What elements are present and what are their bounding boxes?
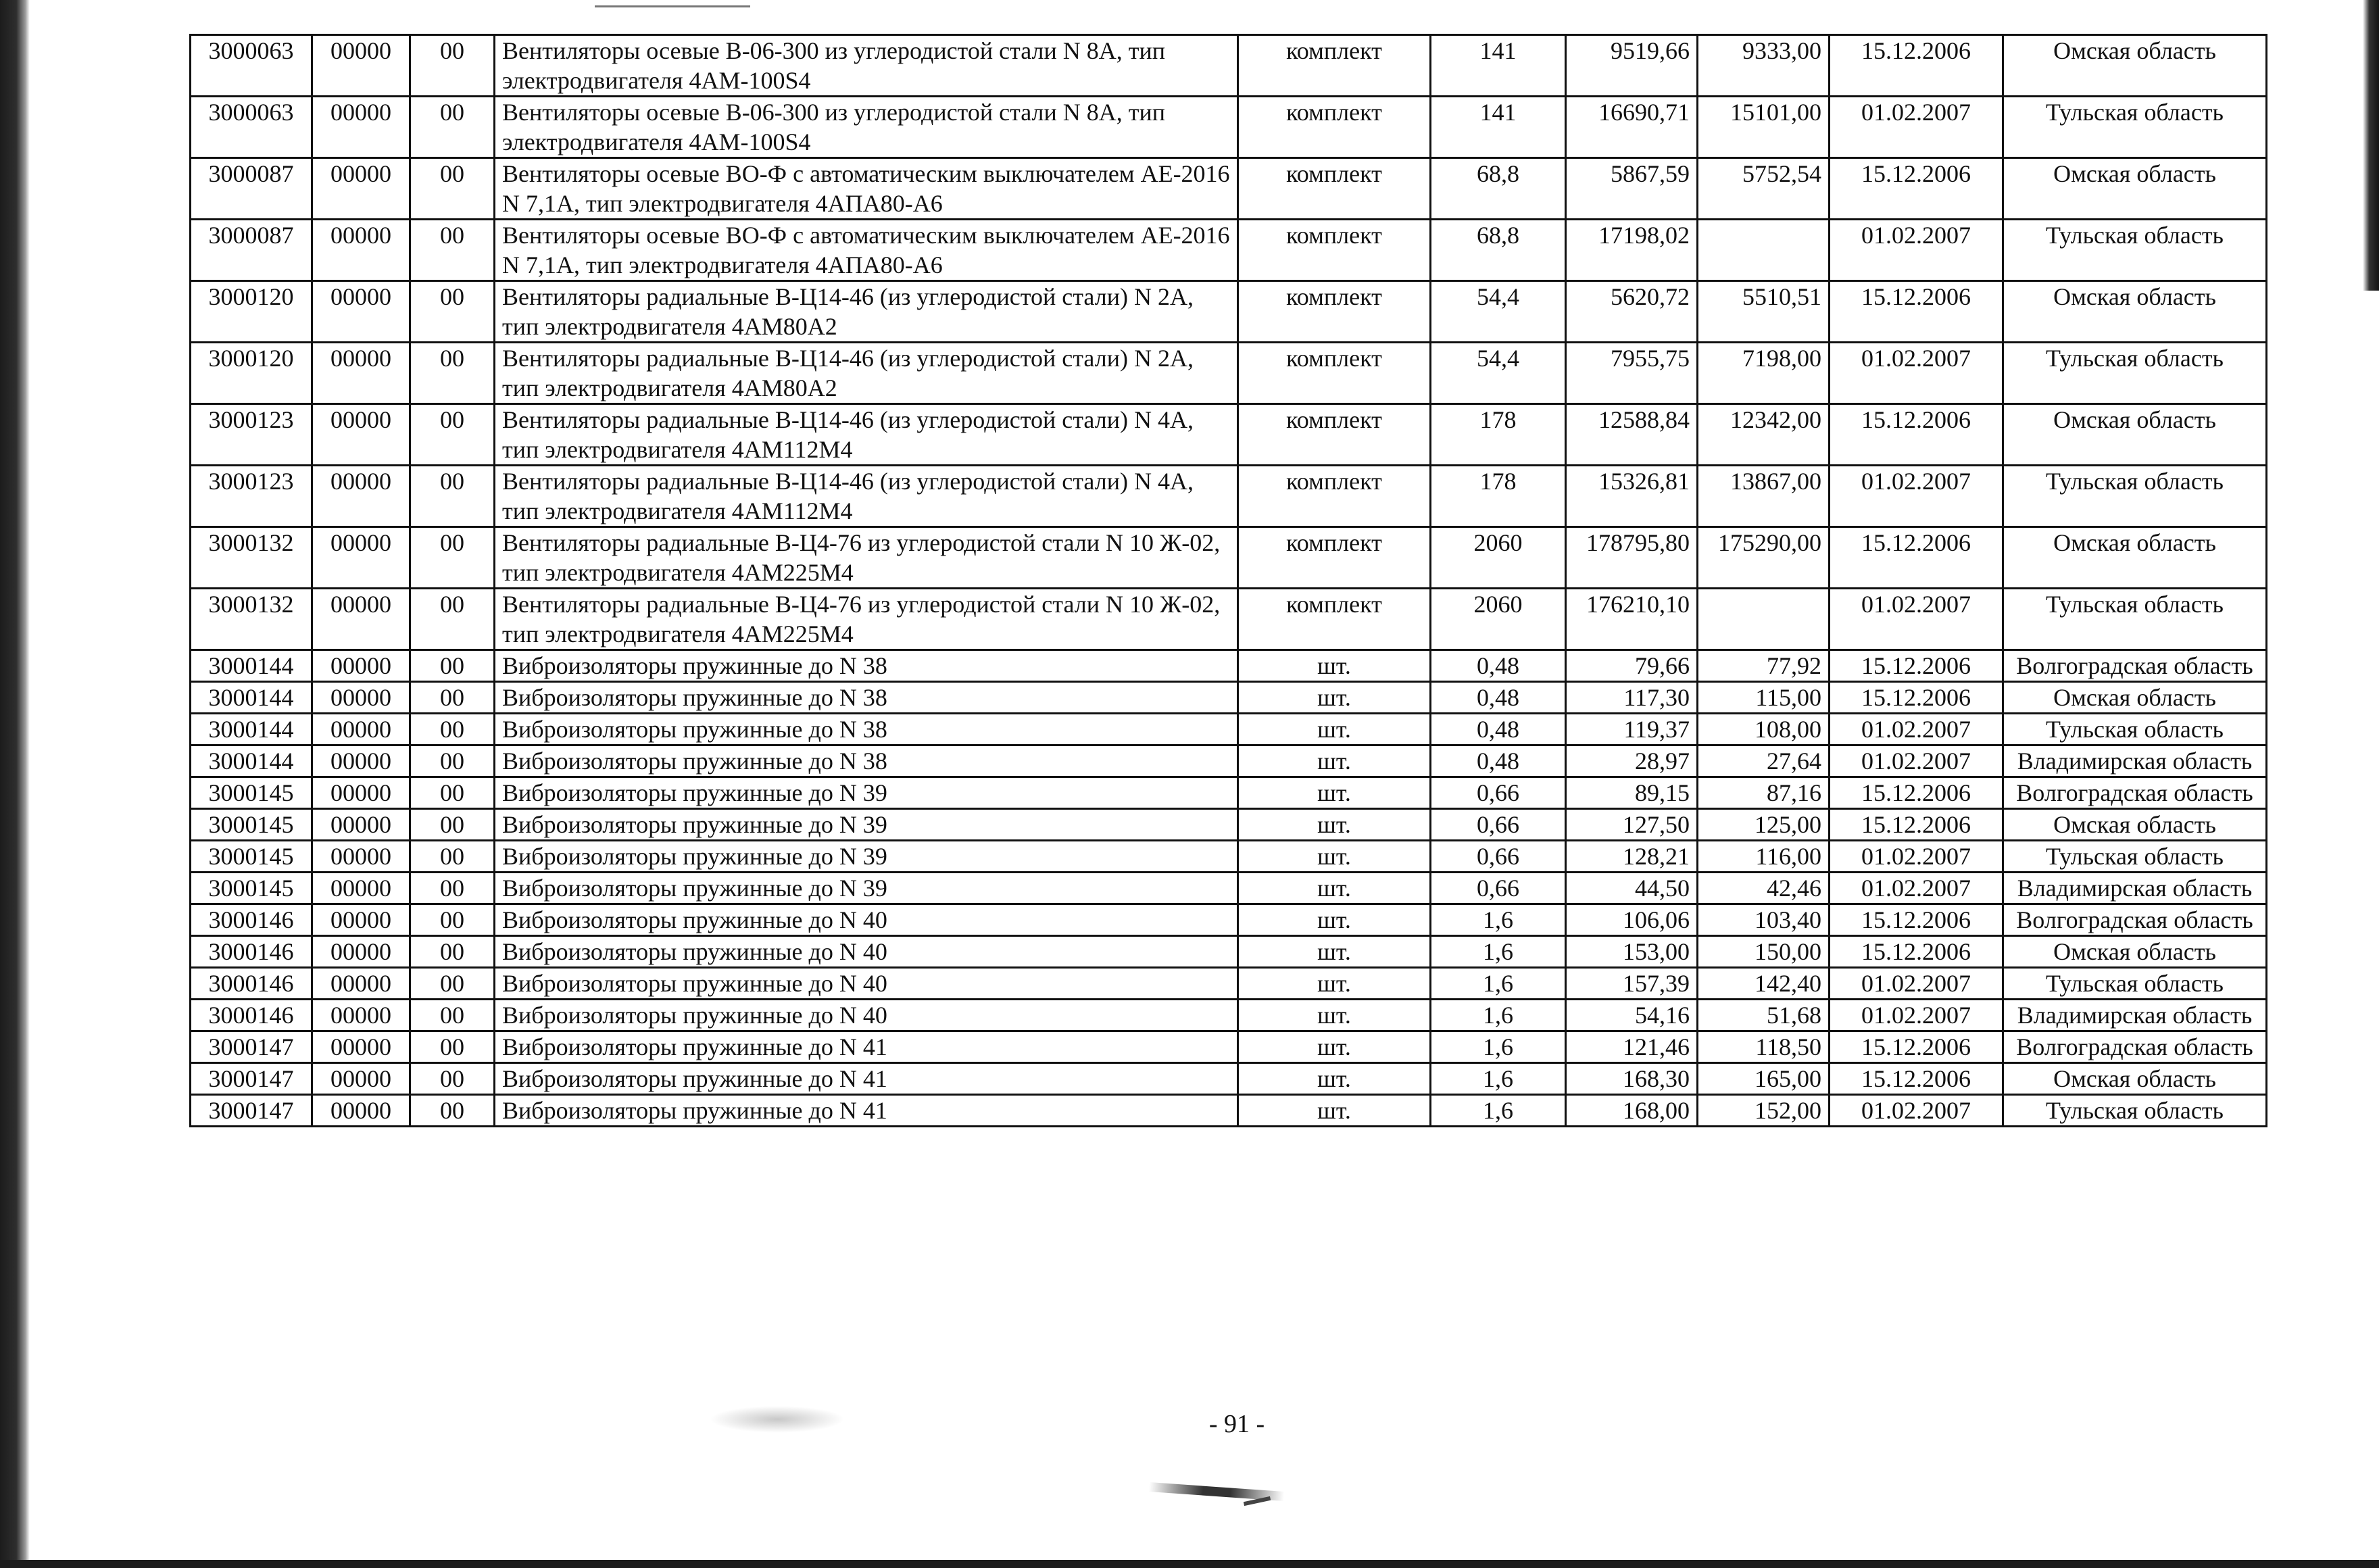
- cell-code: 3000087: [191, 220, 312, 281]
- cell-unit: шт.: [1238, 682, 1431, 714]
- cell-price-base: 152,00: [1698, 1095, 1830, 1127]
- cell-subcode: 00000: [312, 1031, 410, 1063]
- cell-region: Омская область: [2003, 527, 2267, 589]
- cell-unit: комплект: [1238, 158, 1431, 220]
- cell-price: 16690,71: [1566, 97, 1698, 158]
- cell-code: 3000063: [191, 97, 312, 158]
- cell-date: 01.02.2007: [1830, 714, 2003, 745]
- cell-description: Вентиляторы радиальные В-Ц4-76 из углеродистой стали N 10 Ж-02, тип электродвигателя 4АМ225М4: [495, 589, 1238, 650]
- cell-unit: комплект: [1238, 527, 1431, 589]
- cell-region: Тульская область: [2003, 841, 2267, 873]
- cell-suffix: 00: [410, 527, 495, 589]
- cell-region: Омская область: [2003, 1063, 2267, 1095]
- table-row: [191, 1031, 2267, 1063]
- cell-weight: 68,8: [1431, 158, 1566, 220]
- cell-weight: 0,48: [1431, 682, 1566, 714]
- cell-unit: комплект: [1238, 220, 1431, 281]
- table-row: [191, 904, 2267, 936]
- table-row: [191, 97, 2267, 158]
- cell-unit: комплект: [1238, 97, 1431, 158]
- cell-price-base: 77,92: [1698, 650, 1830, 682]
- cell-price-base: 118,50: [1698, 1031, 1830, 1063]
- table-row: [191, 281, 2267, 343]
- cell-subcode: 00000: [312, 35, 410, 97]
- cell-weight: 1,6: [1431, 1095, 1566, 1127]
- cell-description: Виброизоляторы пружинные до N 41: [495, 1095, 1238, 1127]
- cell-price-base: 165,00: [1698, 1063, 1830, 1095]
- cell-suffix: 00: [410, 936, 495, 968]
- cell-subcode: 00000: [312, 936, 410, 968]
- cell-description: Виброизоляторы пружинные до N 40: [495, 968, 1238, 1000]
- scan-top-mark: [595, 5, 750, 7]
- cell-subcode: 00000: [312, 809, 410, 841]
- cell-weight: 0,66: [1431, 777, 1566, 809]
- cell-unit: шт.: [1238, 745, 1431, 777]
- table-row: [191, 714, 2267, 745]
- cell-price-base: 13867,00: [1698, 466, 1830, 527]
- cell-unit: комплект: [1238, 466, 1431, 527]
- cell-weight: 0,48: [1431, 745, 1566, 777]
- cell-suffix: 00: [410, 589, 495, 650]
- cell-price-base: 27,64: [1698, 745, 1830, 777]
- cell-subcode: 00000: [312, 466, 410, 527]
- cell-price: 44,50: [1566, 873, 1698, 904]
- cell-suffix: 00: [410, 466, 495, 527]
- cell-region: Тульская область: [2003, 1095, 2267, 1127]
- cell-code: 3000144: [191, 714, 312, 745]
- cell-price-base: 142,40: [1698, 968, 1830, 1000]
- cell-price: 7955,75: [1566, 343, 1698, 404]
- cell-subcode: 00000: [312, 1095, 410, 1127]
- table-row: [191, 968, 2267, 1000]
- cell-subcode: 00000: [312, 1063, 410, 1095]
- cell-price-base: 175290,00: [1698, 527, 1830, 589]
- table-row: [191, 466, 2267, 527]
- cell-subcode: 00000: [312, 1000, 410, 1031]
- cell-code: 3000144: [191, 745, 312, 777]
- cell-unit: шт.: [1238, 1095, 1431, 1127]
- cell-price: 117,30: [1566, 682, 1698, 714]
- cell-suffix: 00: [410, 873, 495, 904]
- cell-date: 15.12.2006: [1830, 809, 2003, 841]
- cell-unit: комплект: [1238, 589, 1431, 650]
- cell-weight: 1,6: [1431, 1000, 1566, 1031]
- scan-border-bottom: [0, 1560, 2379, 1568]
- cell-unit: шт.: [1238, 650, 1431, 682]
- cell-weight: 2060: [1431, 589, 1566, 650]
- cell-date: 15.12.2006: [1830, 777, 2003, 809]
- cell-price: 168,00: [1566, 1095, 1698, 1127]
- cell-description: Вентиляторы радиальные В-Ц14-46 (из углеродистой стали) N 2А, тип электродвигателя 4АМ80А2: [495, 281, 1238, 343]
- cell-code: 3000132: [191, 527, 312, 589]
- cell-weight: 2060: [1431, 527, 1566, 589]
- cell-price-base: [1698, 220, 1830, 281]
- cell-suffix: 00: [410, 682, 495, 714]
- cell-description: Вентиляторы осевые ВО-Ф с автоматическим выключателем АЕ-2016 N 7,1А, тип электродвигателя 4АПА80-А6: [495, 220, 1238, 281]
- cell-region: Владимирская область: [2003, 1000, 2267, 1031]
- cell-date: 15.12.2006: [1830, 1031, 2003, 1063]
- cell-description: Вентиляторы осевые В-06-300 из углеродистой стали N 8А, тип электродвигателя 4АМ-100S4: [495, 35, 1238, 97]
- cell-date: 01.02.2007: [1830, 97, 2003, 158]
- cell-unit: шт.: [1238, 904, 1431, 936]
- cell-date: 01.02.2007: [1830, 589, 2003, 650]
- cell-region: Тульская область: [2003, 714, 2267, 745]
- cell-weight: 1,6: [1431, 936, 1566, 968]
- cell-code: 3000145: [191, 873, 312, 904]
- cell-code: 3000120: [191, 343, 312, 404]
- cell-code: 3000063: [191, 35, 312, 97]
- cell-subcode: 00000: [312, 904, 410, 936]
- cell-price: 17198,02: [1566, 220, 1698, 281]
- cell-description: Виброизоляторы пружинные до N 38: [495, 650, 1238, 682]
- cell-weight: 54,4: [1431, 343, 1566, 404]
- cell-price: 106,06: [1566, 904, 1698, 936]
- cell-description: Вентиляторы осевые В-06-300 из углеродистой стали N 8А, тип электродвигателя 4АМ-100S4: [495, 97, 1238, 158]
- cell-weight: 1,6: [1431, 1063, 1566, 1095]
- cell-date: 15.12.2006: [1830, 682, 2003, 714]
- cell-code: 3000147: [191, 1095, 312, 1127]
- cell-region: Волгоградская область: [2003, 904, 2267, 936]
- cell-subcode: 00000: [312, 158, 410, 220]
- cell-weight: 0,48: [1431, 714, 1566, 745]
- cell-suffix: 00: [410, 343, 495, 404]
- cell-region: Волгоградская область: [2003, 777, 2267, 809]
- cell-suffix: 00: [410, 281, 495, 343]
- cell-unit: комплект: [1238, 281, 1431, 343]
- cell-unit: шт.: [1238, 1063, 1431, 1095]
- cell-price: 168,30: [1566, 1063, 1698, 1095]
- cell-unit: шт.: [1238, 714, 1431, 745]
- cell-price-base: 5752,54: [1698, 158, 1830, 220]
- table-row: [191, 343, 2267, 404]
- cell-weight: 1,6: [1431, 968, 1566, 1000]
- cell-weight: 54,4: [1431, 281, 1566, 343]
- cell-code: 3000144: [191, 682, 312, 714]
- cell-price: 28,97: [1566, 745, 1698, 777]
- cell-code: 3000145: [191, 841, 312, 873]
- cell-price: 153,00: [1566, 936, 1698, 968]
- cell-unit: комплект: [1238, 343, 1431, 404]
- cell-subcode: 00000: [312, 97, 410, 158]
- cell-suffix: 00: [410, 650, 495, 682]
- cell-unit: шт.: [1238, 968, 1431, 1000]
- cell-price-base: 125,00: [1698, 809, 1830, 841]
- cell-price: 89,15: [1566, 777, 1698, 809]
- cell-price: 121,46: [1566, 1031, 1698, 1063]
- cell-price: 5867,59: [1566, 158, 1698, 220]
- cell-suffix: 00: [410, 714, 495, 745]
- cell-price-base: 42,46: [1698, 873, 1830, 904]
- table-row: [191, 158, 2267, 220]
- table-row: [191, 936, 2267, 968]
- cell-price: 12588,84: [1566, 404, 1698, 466]
- cell-unit: комплект: [1238, 35, 1431, 97]
- cell-subcode: 00000: [312, 220, 410, 281]
- table-row: [191, 1095, 2267, 1127]
- table-row: [191, 1000, 2267, 1031]
- cell-price: 79,66: [1566, 650, 1698, 682]
- cell-subcode: 00000: [312, 527, 410, 589]
- cell-region: Тульская область: [2003, 97, 2267, 158]
- cell-suffix: 00: [410, 158, 495, 220]
- cell-unit: шт.: [1238, 841, 1431, 873]
- cell-subcode: 00000: [312, 714, 410, 745]
- cell-description: Виброизоляторы пружинные до N 38: [495, 745, 1238, 777]
- cell-date: 01.02.2007: [1830, 968, 2003, 1000]
- table-row: [191, 745, 2267, 777]
- cell-region: Омская область: [2003, 682, 2267, 714]
- table-row: [191, 873, 2267, 904]
- cell-price-base: 116,00: [1698, 841, 1830, 873]
- price-table: [189, 34, 2267, 1127]
- cell-price: 128,21: [1566, 841, 1698, 873]
- cell-unit: шт.: [1238, 873, 1431, 904]
- cell-weight: 141: [1431, 35, 1566, 97]
- cell-date: 15.12.2006: [1830, 35, 2003, 97]
- cell-date: 15.12.2006: [1830, 904, 2003, 936]
- cell-region: Тульская область: [2003, 589, 2267, 650]
- cell-weight: 68,8: [1431, 220, 1566, 281]
- cell-price-base: 87,16: [1698, 777, 1830, 809]
- cell-description: Виброизоляторы пружинные до N 39: [495, 809, 1238, 841]
- cell-region: Волгоградская область: [2003, 1031, 2267, 1063]
- cell-suffix: 00: [410, 35, 495, 97]
- cell-code: 3000146: [191, 968, 312, 1000]
- cell-region: Волгоградская область: [2003, 650, 2267, 682]
- table-row: [191, 809, 2267, 841]
- cell-subcode: 00000: [312, 404, 410, 466]
- cell-subcode: 00000: [312, 968, 410, 1000]
- cell-code: 3000123: [191, 466, 312, 527]
- cell-weight: 1,6: [1431, 904, 1566, 936]
- cell-date: 15.12.2006: [1830, 527, 2003, 589]
- cell-region: Тульская область: [2003, 968, 2267, 1000]
- scan-smudge: [710, 1406, 845, 1433]
- cell-description: Вентиляторы радиальные В-Ц14-46 (из углеродистой стали) N 4А, тип электродвигателя 4АМ112М4: [495, 466, 1238, 527]
- cell-region: Омская область: [2003, 281, 2267, 343]
- cell-weight: 0,66: [1431, 873, 1566, 904]
- page-number: - 91 -: [1208, 1410, 1265, 1438]
- cell-price-base: 150,00: [1698, 936, 1830, 968]
- cell-weight: 1,6: [1431, 1031, 1566, 1063]
- scan-border-left: [0, 0, 30, 1568]
- cell-price-base: 108,00: [1698, 714, 1830, 745]
- cell-weight: 0,66: [1431, 809, 1566, 841]
- cell-date: 01.02.2007: [1830, 466, 2003, 527]
- cell-description: Виброизоляторы пружинные до N 40: [495, 936, 1238, 968]
- cell-date: 01.02.2007: [1830, 1000, 2003, 1031]
- cell-subcode: 00000: [312, 873, 410, 904]
- cell-suffix: 00: [410, 841, 495, 873]
- cell-weight: 178: [1431, 466, 1566, 527]
- cell-suffix: 00: [410, 904, 495, 936]
- cell-description: Вентиляторы осевые ВО-Ф с автоматическим выключателем АЕ-2016 N 7,1А, тип электродвигателя 4АПА80-А6: [495, 158, 1238, 220]
- cell-code: 3000123: [191, 404, 312, 466]
- table-row: [191, 841, 2267, 873]
- cell-price-base: 9333,00: [1698, 35, 1830, 97]
- cell-unit: шт.: [1238, 936, 1431, 968]
- cell-subcode: 00000: [312, 745, 410, 777]
- table-row: [191, 682, 2267, 714]
- cell-price-base: 7198,00: [1698, 343, 1830, 404]
- table-row: [191, 589, 2267, 650]
- table-row: [191, 777, 2267, 809]
- cell-subcode: 00000: [312, 343, 410, 404]
- cell-date: 15.12.2006: [1830, 404, 2003, 466]
- cell-suffix: 00: [410, 809, 495, 841]
- cell-weight: 0,66: [1431, 841, 1566, 873]
- cell-price-base: 5510,51: [1698, 281, 1830, 343]
- cell-date: 15.12.2006: [1830, 281, 2003, 343]
- cell-region: Тульская область: [2003, 466, 2267, 527]
- cell-region: Омская область: [2003, 158, 2267, 220]
- cell-suffix: 00: [410, 1095, 495, 1127]
- cell-code: 3000144: [191, 650, 312, 682]
- cell-code: 3000146: [191, 904, 312, 936]
- cell-date: 01.02.2007: [1830, 841, 2003, 873]
- cell-price: 176210,10: [1566, 589, 1698, 650]
- cell-suffix: 00: [410, 97, 495, 158]
- cell-weight: 0,48: [1431, 650, 1566, 682]
- cell-date: 15.12.2006: [1830, 1063, 2003, 1095]
- cell-price: 54,16: [1566, 1000, 1698, 1031]
- table-row: [191, 527, 2267, 589]
- cell-subcode: 00000: [312, 841, 410, 873]
- cell-region: Омская область: [2003, 809, 2267, 841]
- cell-price: 127,50: [1566, 809, 1698, 841]
- cell-description: Виброизоляторы пружинные до N 41: [495, 1063, 1238, 1095]
- cell-date: 15.12.2006: [1830, 936, 2003, 968]
- cell-price: 119,37: [1566, 714, 1698, 745]
- cell-suffix: 00: [410, 968, 495, 1000]
- table-row: [191, 1063, 2267, 1095]
- cell-price: 9519,66: [1566, 35, 1698, 97]
- cell-description: Виброизоляторы пружинные до N 39: [495, 777, 1238, 809]
- cell-price: 15326,81: [1566, 466, 1698, 527]
- cell-region: Владимирская область: [2003, 873, 2267, 904]
- cell-code: 3000147: [191, 1063, 312, 1095]
- cell-description: Виброизоляторы пружинные до N 41: [495, 1031, 1238, 1063]
- cell-code: 3000147: [191, 1031, 312, 1063]
- cell-description: Вентиляторы радиальные В-Ц14-46 (из углеродистой стали) N 4А, тип электродвигателя 4АМ112М4: [495, 404, 1238, 466]
- cell-description: Вентиляторы радиальные В-Ц4-76 из углеродистой стали N 10 Ж-02, тип электродвигателя 4АМ225М4: [495, 527, 1238, 589]
- cell-price: 5620,72: [1566, 281, 1698, 343]
- cell-code: 3000120: [191, 281, 312, 343]
- cell-subcode: 00000: [312, 682, 410, 714]
- cell-date: 15.12.2006: [1830, 650, 2003, 682]
- cell-suffix: 00: [410, 777, 495, 809]
- cell-region: Омская область: [2003, 936, 2267, 968]
- cell-description: Виброизоляторы пружинные до N 38: [495, 682, 1238, 714]
- cell-weight: 141: [1431, 97, 1566, 158]
- table-row: [191, 220, 2267, 281]
- cell-date: 01.02.2007: [1830, 745, 2003, 777]
- cell-region: Омская область: [2003, 35, 2267, 97]
- cell-code: 3000087: [191, 158, 312, 220]
- cell-price-base: 15101,00: [1698, 97, 1830, 158]
- cell-description: Виброизоляторы пружинные до N 40: [495, 904, 1238, 936]
- cell-code: 3000146: [191, 936, 312, 968]
- cell-region: Владимирская область: [2003, 745, 2267, 777]
- cell-date: 01.02.2007: [1830, 1095, 2003, 1127]
- cell-unit: шт.: [1238, 809, 1431, 841]
- cell-date: 15.12.2006: [1830, 158, 2003, 220]
- cell-unit: шт.: [1238, 1031, 1431, 1063]
- cell-suffix: 00: [410, 1063, 495, 1095]
- cell-description: Виброизоляторы пружинные до N 38: [495, 714, 1238, 745]
- cell-price-base: 103,40: [1698, 904, 1830, 936]
- cell-code: 3000146: [191, 1000, 312, 1031]
- cell-suffix: 00: [410, 1000, 495, 1031]
- cell-date: 01.02.2007: [1830, 343, 2003, 404]
- cell-code: 3000145: [191, 809, 312, 841]
- cell-unit: комплект: [1238, 404, 1431, 466]
- cell-description: Виброизоляторы пружинные до N 39: [495, 873, 1238, 904]
- cell-price-base: 51,68: [1698, 1000, 1830, 1031]
- cell-description: Виброизоляторы пружинные до N 40: [495, 1000, 1238, 1031]
- table-row: [191, 35, 2267, 97]
- cell-suffix: 00: [410, 1031, 495, 1063]
- cell-price-base: 12342,00: [1698, 404, 1830, 466]
- cell-date: 01.02.2007: [1830, 873, 2003, 904]
- cell-subcode: 00000: [312, 777, 410, 809]
- cell-unit: шт.: [1238, 777, 1431, 809]
- cell-code: 3000132: [191, 589, 312, 650]
- cell-subcode: 00000: [312, 281, 410, 343]
- cell-suffix: 00: [410, 404, 495, 466]
- table-body: [191, 35, 2267, 1127]
- cell-region: Тульская область: [2003, 220, 2267, 281]
- scan-border-right: [2363, 0, 2379, 291]
- cell-region: Тульская область: [2003, 343, 2267, 404]
- table-row: [191, 404, 2267, 466]
- cell-subcode: 00000: [312, 589, 410, 650]
- cell-price-base: 115,00: [1698, 682, 1830, 714]
- cell-price-base: [1698, 589, 1830, 650]
- cell-region: Омская область: [2003, 404, 2267, 466]
- cell-description: Виброизоляторы пружинные до N 39: [495, 841, 1238, 873]
- cell-description: Вентиляторы радиальные В-Ц14-46 (из углеродистой стали) N 2А, тип электродвигателя 4АМ80А2: [495, 343, 1238, 404]
- cell-price: 157,39: [1566, 968, 1698, 1000]
- cell-code: 3000145: [191, 777, 312, 809]
- table-row: [191, 650, 2267, 682]
- cell-subcode: 00000: [312, 650, 410, 682]
- cell-unit: шт.: [1238, 1000, 1431, 1031]
- cell-price: 178795,80: [1566, 527, 1698, 589]
- cell-suffix: 00: [410, 220, 495, 281]
- cell-date: 01.02.2007: [1830, 220, 2003, 281]
- cell-weight: 178: [1431, 404, 1566, 466]
- cell-suffix: 00: [410, 745, 495, 777]
